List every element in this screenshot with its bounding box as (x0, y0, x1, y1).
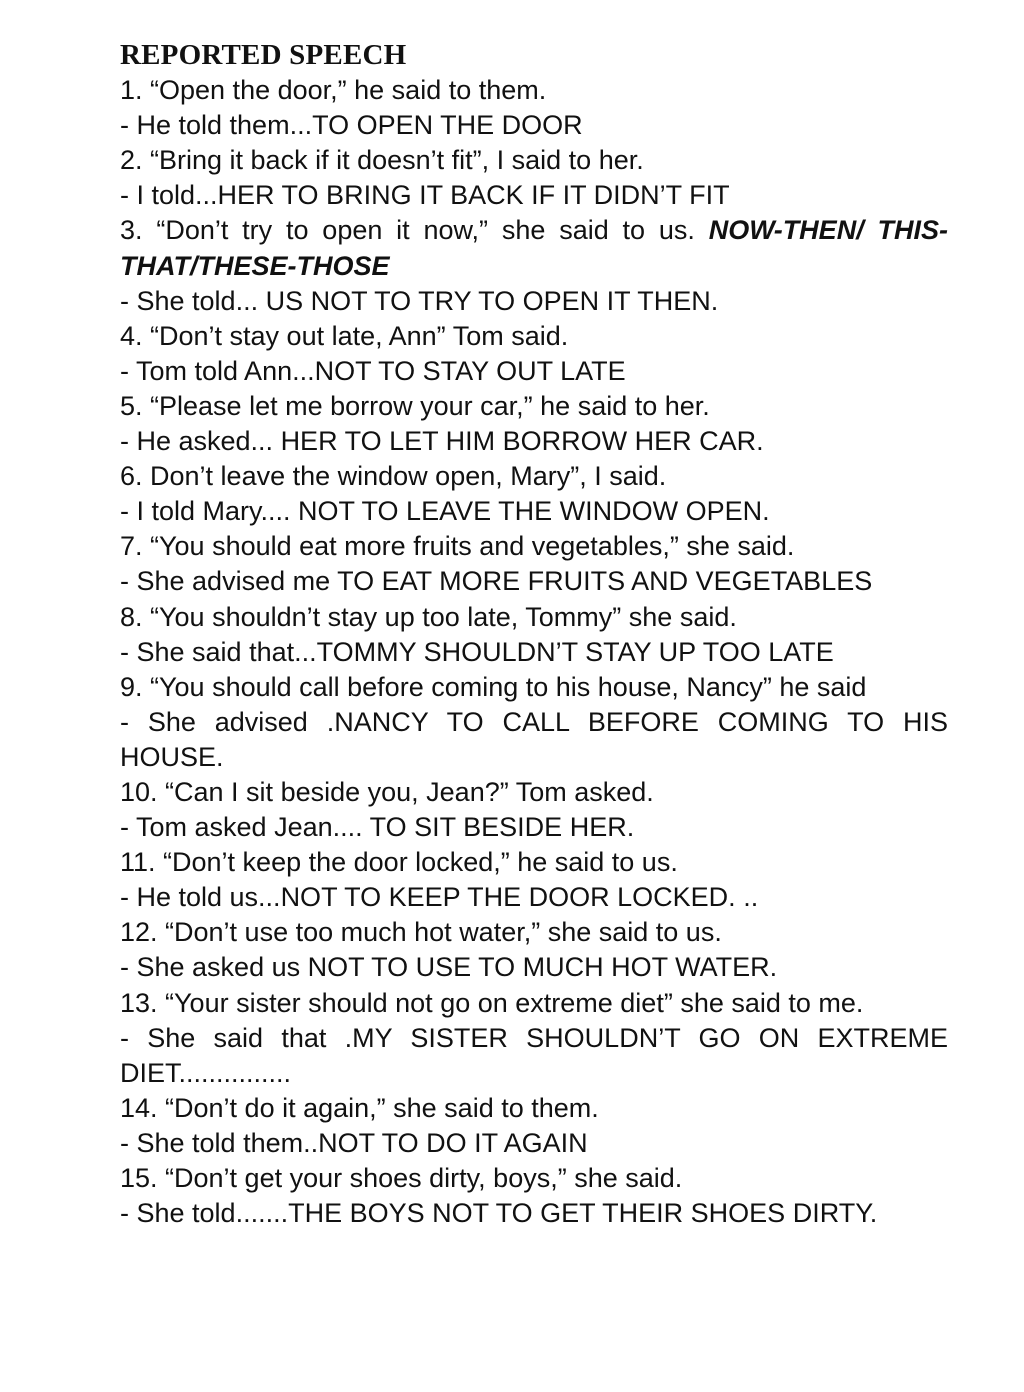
question-6: 6. Don’t leave the window open, Mary”, I said. (120, 461, 667, 492)
question-4: 4. “Don’t stay out late, Ann” Tom said. (120, 320, 569, 351)
question-9: 9. “You should call before coming to his house, Nancy” he said (120, 671, 867, 702)
question-12: 12. “Don’t use too much hot water,” she said to us. (120, 917, 722, 948)
answer-7: - She advised me TO EAT MORE FRUITS AND VEGETABLES (120, 566, 873, 597)
answer-1: - He told them...TO OPEN THE DOOR (120, 110, 583, 141)
question-3-block (120, 213, 948, 283)
question-5: 5. “Please let me borrow your car,” he said to her. (120, 390, 710, 421)
question-13: 13. “Your sister should not go on extreme diet” she said to me. (120, 987, 864, 1018)
question-8: 8. “You shouldn’t stay up too late, Tommy” she said. (120, 601, 737, 632)
answer-8: - She said that...TOMMY SHOULDN’T STAY UP TOO LATE (120, 636, 834, 667)
question-14: 14. “Don’t do it again,” she said to them. (120, 1092, 599, 1123)
answer-6: - I told Mary.... NOT TO LEAVE THE WINDOW OPEN. (120, 496, 770, 527)
answer-10: - Tom asked Jean.... TO SIT BESIDE HER. (120, 812, 635, 843)
document-title: REPORTED SPEECH (120, 39, 407, 71)
answer-11: - He told us...NOT TO KEEP THE DOOR LOCKED. .. (120, 882, 759, 913)
answer-12: - She asked us NOT TO USE TO MUCH HOT WATER. (120, 952, 778, 983)
question-3: 3. “Don’t try to open it now,” she said to us. (120, 215, 695, 246)
question-2: 2. “Bring it back if it doesn’t fit”, I said to her. (120, 145, 644, 176)
document-page (120, 38, 948, 1231)
answer-13: - She said that .MY SISTER SHOULDN’T GO ON EXTREME DIET............... (120, 1022, 948, 1088)
answer-5: - He asked... HER TO LET HIM BORROW HER CAR. (120, 426, 764, 457)
answer-15: - She told.......THE BOYS NOT TO GET THEIR SHOES DIRTY. (120, 1198, 878, 1229)
answer-9: - She advised .NANCY TO CALL BEFORE COMING TO HIS HOUSE. (120, 706, 948, 772)
question-11: 11. “Don’t keep the door locked,” he said to us. (120, 847, 678, 878)
question-1: 1. “Open the door,” he said to them. (120, 75, 547, 106)
answer-3: - She told... US NOT TO TRY TO OPEN IT THEN. (120, 285, 719, 316)
answer-14: - She told them..NOT TO DO IT AGAIN (120, 1127, 588, 1158)
answer-4: - Tom told Ann...NOT TO STAY OUT LATE (120, 355, 626, 386)
answer-2: - I told...HER TO BRING IT BACK IF IT DIDN’T FIT (120, 180, 730, 211)
question-7: 7. “You should eat more fruits and vegetables,” she said. (120, 531, 795, 562)
question-10: 10. “Can I sit beside you, Jean?” Tom asked. (120, 776, 654, 807)
question-3-note: NOW-THEN/ THIS-THAT/THESE-THOSE (120, 215, 948, 281)
question-15: 15. “Don’t get your shoes dirty, boys,” she said. (120, 1163, 683, 1193)
